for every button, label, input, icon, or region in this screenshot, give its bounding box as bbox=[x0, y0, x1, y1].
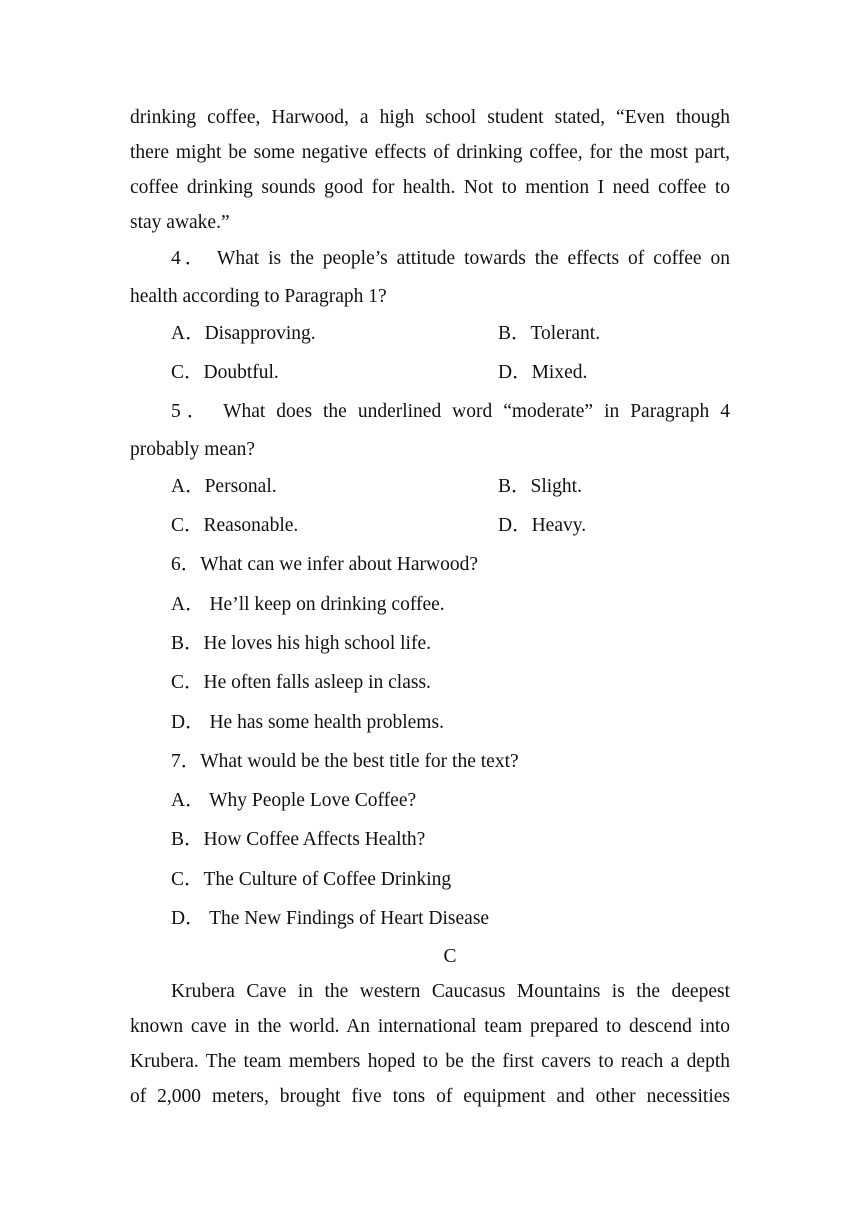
question-7-stem: 7．What would be the best title for the text? bbox=[171, 751, 519, 772]
passage-c-line: Krubera Cave in the western Caucasus Mountains is the deepest bbox=[171, 981, 730, 1002]
passage-line: stay awake.” bbox=[130, 212, 230, 233]
question-5-stem: 5． What does the underlined word “moderate” in Paragraph 4 bbox=[171, 401, 730, 422]
question-4-option-c: C．Doubtful. bbox=[171, 362, 279, 383]
question-7-option-c: C．The Culture of Coffee Drinking bbox=[171, 869, 452, 890]
passage-c-line: known cave in the world. An international team prepared to descend into bbox=[130, 1016, 730, 1037]
question-6-stem: 6．What can we infer about Harwood? bbox=[171, 554, 479, 575]
question-6-option-b: B．He loves his high school life. bbox=[171, 633, 431, 654]
passage-line: there might be some negative effects of drinking coffee, for the most part, bbox=[130, 142, 730, 163]
question-5-option-a: A．Personal. bbox=[171, 476, 277, 497]
question-6-option-a: A． He’ll keep on drinking coffee. bbox=[171, 594, 445, 615]
question-7-option-b: B．How Coffee Affects Health? bbox=[171, 829, 426, 850]
question-5-option-d: D．Heavy. bbox=[498, 515, 587, 536]
question-5-stem-cont: probably mean? bbox=[130, 439, 256, 460]
question-6-option-d: D． He has some health problems. bbox=[171, 712, 444, 733]
question-4-stem-cont: health according to Paragraph 1? bbox=[130, 286, 387, 307]
question-5-option-b: B．Slight. bbox=[498, 476, 582, 497]
passage-c-line: Krubera. The team members hoped to be the first cavers to reach a depth bbox=[130, 1051, 730, 1072]
question-5-option-c: C．Reasonable. bbox=[171, 515, 299, 536]
passage-c-line: of 2,000 meters, brought five tons of equipment and other necessities bbox=[130, 1086, 730, 1107]
question-6-option-c: C．He often falls asleep in class. bbox=[171, 672, 431, 693]
question-4-option-b: B．Tolerant. bbox=[498, 323, 601, 344]
question-4-option-a: A．Disapproving. bbox=[171, 323, 316, 344]
question-7-option-d: D． The New Findings of Heart Disease bbox=[171, 908, 490, 929]
passage-line: coffee drinking sounds good for health. Not to mention I need coffee to bbox=[130, 177, 730, 198]
section-heading: C bbox=[443, 946, 457, 967]
question-4-option-d: D．Mixed. bbox=[498, 362, 588, 383]
question-4-stem: 4． What is the people’s attitude towards the effects of coffee on bbox=[171, 248, 730, 269]
question-7-option-a: A． Why People Love Coffee? bbox=[171, 790, 417, 811]
passage-line: drinking coffee, Harwood, a high school student stated, “Even though bbox=[130, 107, 730, 128]
